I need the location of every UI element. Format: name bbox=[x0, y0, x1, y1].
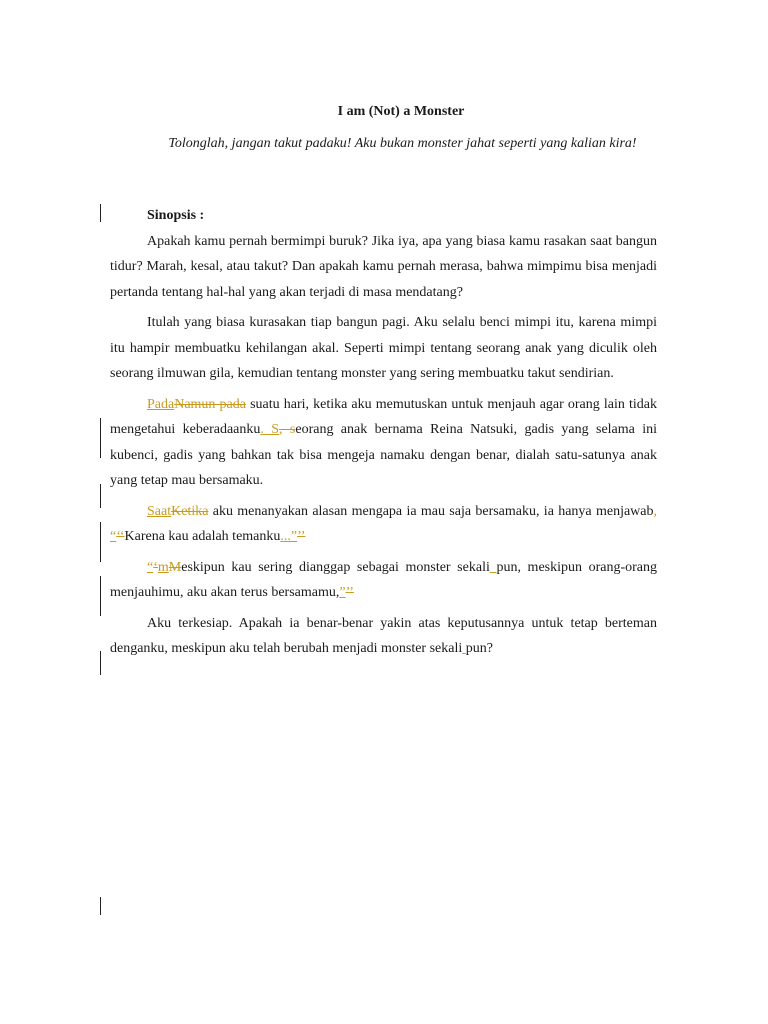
paragraph-6 bbox=[110, 611, 657, 662]
tracked-insertion: ” bbox=[339, 585, 346, 600]
paragraph-text: pun, meskipun orang-orang menjauhimu, aku akan terus bersamamu, bbox=[110, 559, 657, 600]
sinopsis-heading: Sinopsis : bbox=[147, 208, 205, 223]
tracked-deletion: ’’ bbox=[345, 585, 354, 600]
paragraph-text: aku menanyakan alasan mengapa ia mau saja bersamaku, ia hanya menjawab bbox=[208, 503, 654, 519]
paragraph-text: Aku terkesiap. Apakah ia benar-benar yakin atas keputusannya untuk tetap berteman denganku, meskipun aku telah berubah menjadi monster sekali bbox=[110, 615, 657, 656]
tracked-deletion: ‘‘ bbox=[116, 529, 125, 544]
tracked-deletion: Namun pada bbox=[174, 396, 246, 412]
paragraph-text: pun? bbox=[465, 641, 493, 656]
tracked-deletion: , s bbox=[279, 422, 296, 437]
tracked-insertion: . S bbox=[260, 422, 280, 437]
change-bar bbox=[100, 651, 101, 675]
paragraph-text: eskipun kau sering dianggap sebagai monster sekali bbox=[181, 559, 490, 575]
paragraph-1: Apakah kamu pernah bermimpi buruk? Jika iya, apa yang biasa kamu rasakan saat bangun tidur? Marah, kesal, atau takut? Dan apakah kamu pernah merasa, bahwa mimpimu bisa menjadi pertanda tentang hal-hal yang akan terjadi di masa mendatang? bbox=[110, 233, 657, 300]
change-bar bbox=[100, 204, 101, 222]
change-bar bbox=[100, 418, 101, 458]
paragraph-text: suatu hari, ketika aku memutuskan untuk menjauh agar orang lain tidak mengetahui keberadaanku bbox=[110, 396, 657, 437]
document-title: I am (Not) a Monster bbox=[337, 104, 465, 119]
tracked-deletion: ’’ bbox=[297, 529, 306, 544]
tracked-insertion: m bbox=[157, 559, 169, 575]
paragraph-5 bbox=[110, 555, 657, 606]
change-bar bbox=[100, 576, 101, 616]
tracked-insertion: ” bbox=[290, 529, 298, 544]
tracked-insertion: “ bbox=[147, 559, 154, 575]
tracked-deletion: M bbox=[168, 559, 182, 575]
change-bar bbox=[100, 897, 101, 915]
paragraph-text: Karena kau adalah temanku bbox=[124, 529, 281, 544]
paragraph-3 bbox=[110, 392, 657, 494]
tracked-insertion: ... bbox=[280, 529, 291, 544]
tracked-deletion: Ketika bbox=[171, 503, 209, 519]
paragraph-4 bbox=[110, 499, 657, 550]
change-bar bbox=[100, 484, 101, 508]
tracked-insertion: “ bbox=[110, 529, 117, 544]
paragraph-text: eorang anak bernama Reina Natsuki, gadis yang selama ini kubenci, gadis yang bahkan tak bisa mengeja namaku dengan benar, dialah satu-satunya anak yang tetap mau bersamaku. bbox=[110, 422, 657, 488]
paragraph-2: Itulah yang biasa kurasakan tiap bangun pagi. Aku selalu benci mimpi itu, karena mimpi itu hampir membuatku kehilangan akal. Seperti mimpi tentang seorang anak yang diculik oleh seorang ilmuwan gila, kemudian tentang monster yang sering membuatku takut sendirian. bbox=[110, 315, 657, 381]
document-tagline: Tolonglah, jangan takut padaku! Aku bukan monster jahat seperti yang kalian kira! bbox=[168, 136, 637, 151]
tracked-insertion: , bbox=[653, 503, 657, 519]
tracked-deletion: ‘ bbox=[153, 559, 158, 575]
tracked-insertion: Pada bbox=[147, 396, 175, 412]
document-body bbox=[110, 203, 657, 667]
change-bar bbox=[100, 522, 101, 562]
tracked-insertion: Saat bbox=[147, 503, 172, 519]
